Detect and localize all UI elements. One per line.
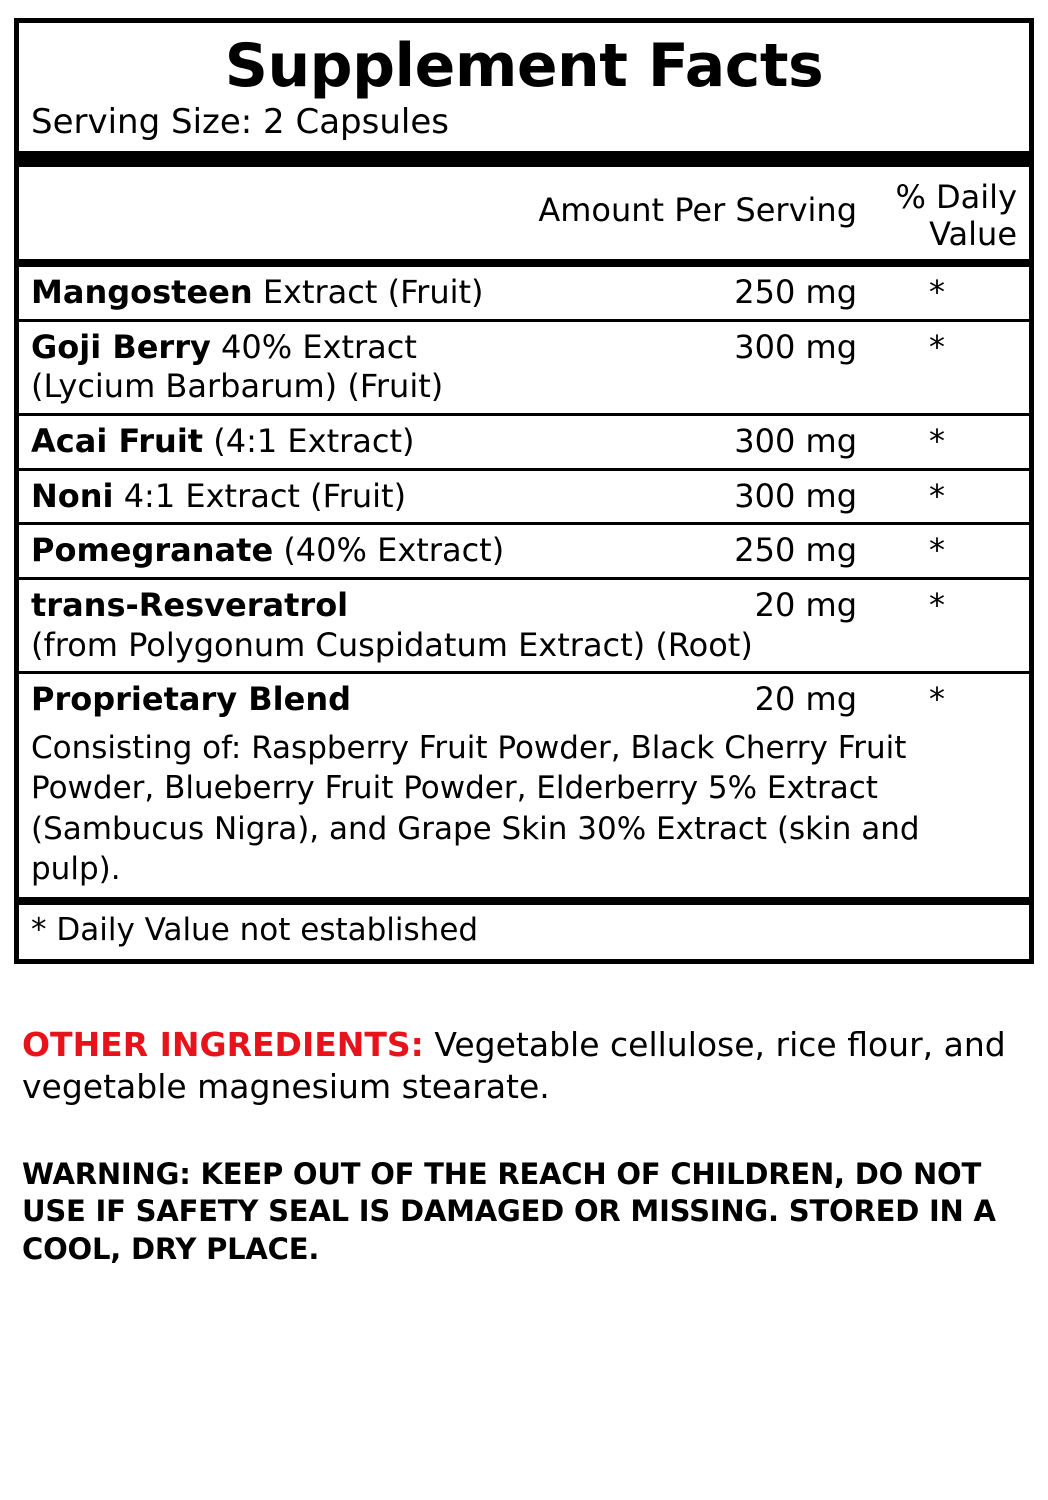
divider-thick-top [19,151,1029,167]
other-ingredients-text: Vegetable cellulose, rice flour, and vegetable magnesium stearate. [22,1024,1006,1107]
ingredient-amount: 250 mg [734,531,857,570]
ingredient-name-bold: Pomegranate [31,531,274,570]
ingredient-amount: 20 mg [754,586,857,625]
daily-value-footnote: * Daily Value not established [31,912,479,949]
header-daily-value [857,173,1017,253]
ingredient-daily-value: * [929,272,945,311]
supplement-facts-panel [14,18,1034,964]
ingredient-amount: 300 mg [734,421,857,460]
table-row [19,580,1029,671]
table-row-proprietary-blend [19,674,1029,726]
ingredient-name-bold: Mangosteen [31,272,253,311]
ingredient-name-bold: Noni [31,476,114,515]
ingredient-name-rest: 4:1 Extract (Fruit) [113,476,407,515]
ingredient-daily-value: * [929,531,945,570]
blend-description: Consisting of: Raspberry Fruit Powder, Black Cherry Fruit Powder, Blueberry Fruit Powder, Elderberry 5% Extract (Sambucus Nigra), and Grape Skin 30% Extract (skin and pulp). [31,730,920,887]
blend-name-bold: Proprietary Blend [31,680,351,719]
other-ingredients [22,1024,1026,1108]
ingredient-subline: (Lycium Barbarum) (Fruit) [31,367,444,406]
other-ingredients-label: OTHER INGREDIENTS: [22,1024,424,1064]
ingredient-name [31,532,657,570]
table-row [19,267,1029,319]
ingredient-name [31,478,657,516]
ingredient-name-bold: Acai Fruit [31,421,204,460]
table-header-row [19,167,1029,259]
blend-amount: 20 mg [754,680,857,719]
ingredient-name-bold: Goji Berry [31,327,211,366]
blend-daily-value: * [929,680,945,719]
header-amount-per-serving: Amount Per Serving [538,191,857,230]
table-row [19,416,1029,468]
ingredient-daily-value: * [929,421,945,460]
ingredient-name-rest: (4:1 Extract) [203,421,415,460]
ingredient-amount: 300 mg [734,327,857,366]
table-row [19,322,1029,413]
ingredient-amount: 300 mg [734,476,857,515]
divider-below-header [19,259,1029,267]
header-daily-value-line2: Value [929,215,1017,254]
ingredient-name [31,423,657,461]
ingredient-amount: 250 mg [734,272,857,311]
divider-above-footnote [19,897,1029,905]
warning-text: WARNING: KEEP OUT OF THE REACH OF CHILDREN, DO NOT USE IF SAFETY SEAL IS DAMAGED OR MISSING. STORED IN A COOL, DRY PLACE. [22,1157,996,1266]
ingredient-subline: (from Polygonum Cuspidatum Extract) (Root) [31,625,753,664]
ingredient-name-rest: 40% Extract [210,327,417,366]
blend-name [31,681,657,719]
panel-title: Supplement Facts [224,31,824,101]
ingredient-name-bold: trans-Resveratrol [31,586,349,625]
ingredient-name [31,274,657,312]
ingredient-name-rest: Extract (Fruit) [252,272,484,311]
ingredient-daily-value: * [929,586,945,625]
ingredient-name-rest: (40% Extract) [273,531,505,570]
ingredient-daily-value: * [929,327,945,366]
header-daily-value-line1: % Daily [895,178,1017,217]
ingredient-name [31,329,657,367]
ingredient-name [31,587,657,625]
table-row [19,471,1029,523]
ingredient-daily-value: * [929,476,945,515]
table-row [19,525,1029,577]
serving-size: Serving Size: 2 Capsules [31,102,449,142]
